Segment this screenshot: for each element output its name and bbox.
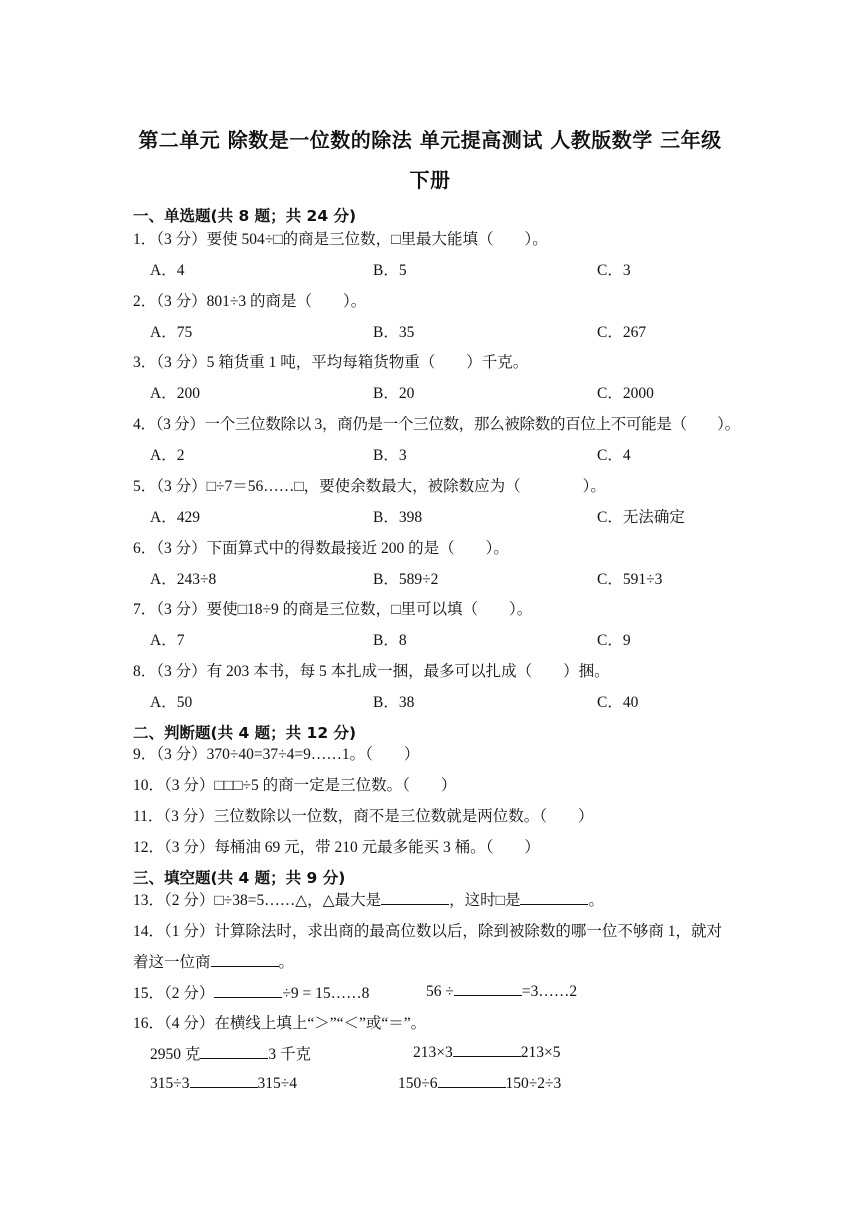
question-stem: 3．（3 分）5 箱货重 1 吨，平均每箱货物重（ ）千克。 <box>133 354 529 371</box>
option-c: C．3 <box>597 262 631 279</box>
answer-blank[interactable] <box>454 981 522 996</box>
answer-blank[interactable] <box>211 952 279 967</box>
question-9: 9．（3 分）370÷40=37÷4=9……1。（ ） <box>133 746 420 763</box>
question-12: 12．（3 分）每桶油 69 元，带 210 元最多能买 3 桶。（ ） <box>133 839 540 856</box>
question-14-line-2 <box>133 950 294 972</box>
page-title-continued: 下册 <box>409 168 451 192</box>
answer-blank[interactable] <box>381 890 449 905</box>
question-10: 10．（3 分）□□□÷5 的商一定是三位数。（ ） <box>133 777 457 794</box>
compare-item <box>150 1073 297 1093</box>
answer-blank[interactable] <box>520 890 588 905</box>
question-stem: 6．（3 分）下面算式中的得数最接近 200 的是（ ）。 <box>133 540 509 557</box>
section-heading-true-false: 二、判断题(共 4 题；共 12 分) <box>133 724 357 742</box>
option-b: B．35 <box>373 324 415 341</box>
option-b: B．3 <box>373 447 407 464</box>
option-a: A．7 <box>150 632 185 649</box>
option-c: C．40 <box>597 694 639 711</box>
option-a: A．2 <box>150 447 185 464</box>
question-text: =3……2 <box>521 983 578 1000</box>
option-b: B．8 <box>373 632 407 649</box>
option-c: C．591÷3 <box>597 571 663 588</box>
answer-blank[interactable] <box>453 1042 521 1057</box>
option-a: A．200 <box>150 385 200 402</box>
compare-right: 3 千克 <box>268 1046 312 1063</box>
question-15 <box>133 981 369 1003</box>
answer-blank[interactable] <box>190 1073 258 1088</box>
question-15-part-b <box>426 981 577 1001</box>
page-title: 第二单元 除数是一位数的除法 单元提高测试 人教版数学 三年级 <box>138 128 722 152</box>
question-11: 11．（3 分）三位数除以一位数，商不是三位数就是两位数。（ ） <box>133 808 594 825</box>
question-stem: 4．（3 分）一个三位数除以 3，商仍是一个三位数，那么被除数的百位上不可能是（ ）。 <box>133 416 740 433</box>
question-text: 着这一位商 <box>133 954 211 971</box>
option-c: C．2000 <box>597 385 654 402</box>
question-13 <box>133 888 604 910</box>
option-c: C．267 <box>597 324 647 341</box>
compare-item <box>398 1073 561 1093</box>
question-text: ，这时□是 <box>449 892 521 909</box>
option-c: C．4 <box>597 447 631 464</box>
option-c: C．9 <box>597 632 631 649</box>
compare-left: 150÷6 <box>398 1075 438 1092</box>
option-b: B．38 <box>373 694 415 711</box>
question-stem: 5．（3 分）□÷7＝56……□，要使余数最大，被除数应为（ ）。 <box>133 478 606 495</box>
question-16-stem: 16．（4 分）在横线上填上“＞”“＜”或“＝”。 <box>133 1015 427 1032</box>
option-c: C．无法确定 <box>597 509 685 526</box>
answer-blank[interactable] <box>214 983 282 998</box>
question-text: 13．（2 分）□÷38=5……△，△最大是 <box>133 892 382 909</box>
option-b: B．589÷2 <box>373 571 439 588</box>
compare-right: 315÷4 <box>257 1075 298 1092</box>
option-b: B．5 <box>373 262 407 279</box>
compare-right: 213×5 <box>520 1044 561 1061</box>
compare-item <box>150 1042 311 1064</box>
question-stem: 1．（3 分）要使 504÷□的商是三位数，□里最大能填（ ）。 <box>133 231 548 248</box>
option-a: A．50 <box>150 694 193 711</box>
question-text: 。 <box>278 954 295 971</box>
option-a: A．429 <box>150 509 200 526</box>
question-stem: 7．（3 分）要使□18÷9 的商是三位数，□里可以填（ ）。 <box>133 601 533 618</box>
option-a: A．243÷8 <box>150 571 217 588</box>
compare-left: 213×3 <box>413 1044 453 1061</box>
answer-blank[interactable] <box>200 1044 268 1059</box>
compare-left: 315÷3 <box>150 1075 190 1092</box>
question-text: ÷9 = 15……8 <box>282 985 370 1002</box>
compare-left: 2950 克 <box>150 1046 201 1063</box>
question-stem: 8．（3 分）有 203 本书，每 5 本扎成一捆，最多可以扎成（ ）捆。 <box>133 663 610 680</box>
compare-right: 150÷2÷3 <box>505 1075 562 1092</box>
option-b: B．20 <box>373 385 415 402</box>
question-text: 15．（2 分） <box>133 985 215 1002</box>
section-heading-single-choice: 一、单选题(共 8 题；共 24 分) <box>133 207 357 225</box>
question-text: 。 <box>588 892 604 909</box>
option-a: A．4 <box>150 262 185 279</box>
question-stem: 2．（3 分）801÷3 的商是（ ）。 <box>133 293 367 310</box>
question-text: 56 ÷ <box>426 983 454 1000</box>
option-a: A．75 <box>150 324 193 341</box>
compare-item <box>413 1042 561 1062</box>
section-heading-fill-blank: 三、填空题(共 4 题；共 9 分) <box>133 869 346 887</box>
option-b: B．398 <box>373 509 423 526</box>
question-14-line-1: 14．（1 分）计算除法时，求出商的最高位数以后，除到被除数的哪一位不够商 1，就对 <box>133 923 723 940</box>
answer-blank[interactable] <box>438 1073 506 1088</box>
